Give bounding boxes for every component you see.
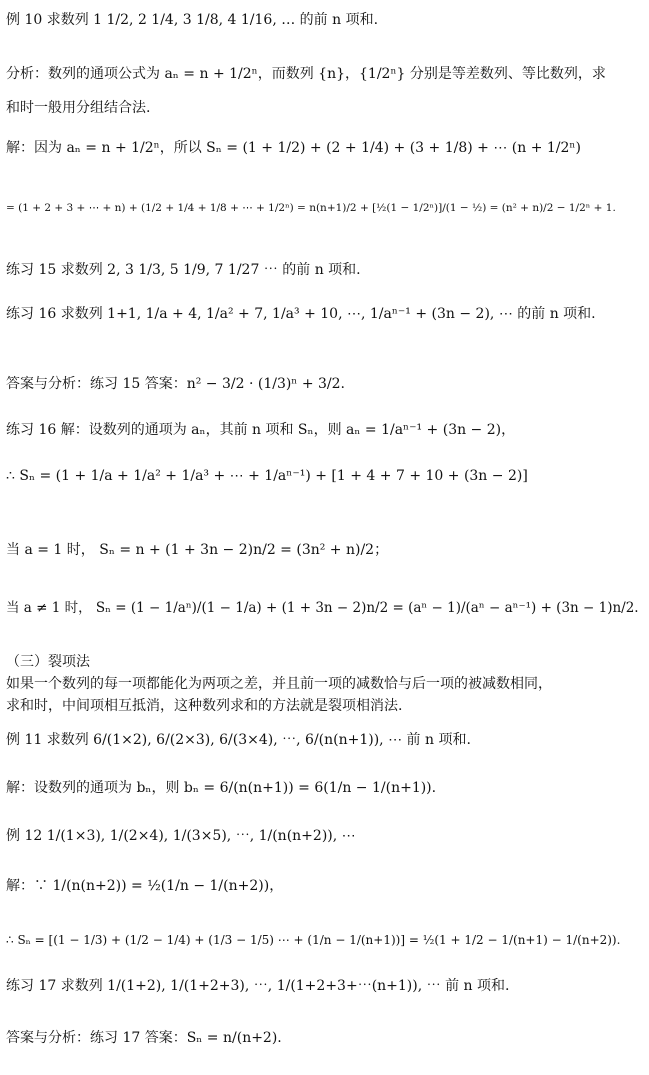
answer-17: 答案与分析：练习 17 答案：Sₙ = n/(n+2). <box>6 1030 282 1046</box>
exercise-15: 练习 15 求数列 2, 3 1/3, 5 1/9, 7 1/27 ⋯ 的前 n 项和. <box>6 262 361 278</box>
exercise-16-solution: 练习 16 解：设数列的通项为 aₙ，其前 n 项和 Sₙ，则 aₙ = 1/aⁿ⁻¹ + (3n − 2)， <box>6 422 516 438</box>
method-description-1: 如果一个数列的每一项都能化为两项之差，并且前一项的减数恰与后一项的被减数相同， <box>6 676 552 692</box>
exercise-16: 练习 16 求数列 1+1, 1/a + 4, 1/a² + 7, 1/a³ + 10, ⋯, 1/aⁿ⁻¹ + (3n − 2), ⋯ 的前 n 项和. <box>6 306 596 322</box>
example-12-solution-2: ∴ Sₙ = [(1 − 1/3) + (1/2 − 1/4) + (1/3 − 1/5) ⋯ + (1/n − 1/(n+1))] = ½(1 + 1/2 − 1/(n+1) − 1/(n+2)). <box>6 933 621 947</box>
solution-line-1: 解：因为 aₙ = n + 1/2ⁿ，所以 Sₙ = (1 + 1/2) + (2 + 1/4) + (3 + 1/8) + ⋯ (n + 1/2ⁿ) <box>6 140 581 156</box>
solution-line-2: = (1 + 2 + 3 + ⋯ + n) + (1/2 + 1/4 + 1/8 + ⋯ + 1/2ⁿ) = n(n+1)/2 + [½(1 − 1/2ⁿ)]/(1 − ½) = (n² + n)/2 − 1/2ⁿ + 1. <box>6 202 616 214</box>
section-heading: （三）裂项法 <box>6 654 90 670</box>
case-a-not-1: 当 a ≠ 1 时， Sₙ = (1 − 1/aⁿ)/(1 − 1/a) + (1 + 3n − 2)n/2 = (aⁿ − 1)/(aⁿ − aⁿ⁻¹) + (3n − 1)n/2. <box>6 600 639 616</box>
analysis-line-2: 和时一般用分组结合法. <box>6 100 151 116</box>
analysis-line-1: 分析：数列的通项公式为 aₙ = n + 1/2ⁿ，而数列 {n}，{1/2ⁿ} 分别是等差数列、等比数列，求 <box>6 66 606 82</box>
exercise-17: 练习 17 求数列 1/(1+2), 1/(1+2+3), ⋯, 1/(1+2+3+⋯(n+1)), ⋯ 前 n 项和. <box>6 978 510 994</box>
method-description-2: 求和时，中间项相互抵消，这种数列求和的方法就是裂项相消法. <box>6 698 403 714</box>
case-a-equals-1: 当 a = 1 时， Sₙ = n + (1 + 3n − 2)n/2 = (3n² + n)/2； <box>6 542 389 558</box>
example-12-solution-1: 解：∵ 1/(n(n+2)) = ½(1/n − 1/(n+2))， <box>6 878 284 894</box>
answer-15: 答案与分析：练习 15 答案：n² − 3/2 · (1/3)ⁿ + 3/2. <box>6 376 345 392</box>
example-10: 例 10 求数列 1 1/2, 2 1/4, 3 1/8, 4 1/16, … 的前 n 项和. <box>6 12 379 28</box>
example-11: 例 11 求数列 6/(1×2), 6/(2×3), 6/(3×4), ⋯, 6/(n(n+1)), ⋯ 前 n 项和. <box>6 732 471 748</box>
example-12: 例 12 1/(1×3), 1/(2×4), 1/(3×5), ⋯, 1/(n(n+2)), ⋯ <box>6 828 356 844</box>
example-11-solution: 解：设数列的通项为 bₙ，则 bₙ = 6/(n(n+1)) = 6(1/n − 1/(n+1)). <box>6 780 437 796</box>
sum-expression: ∴ Sₙ = (1 + 1/a + 1/a² + 1/a³ + ⋯ + 1/aⁿ⁻¹) + [1 + 4 + 7 + 10 + (3n − 2)] <box>6 468 528 484</box>
